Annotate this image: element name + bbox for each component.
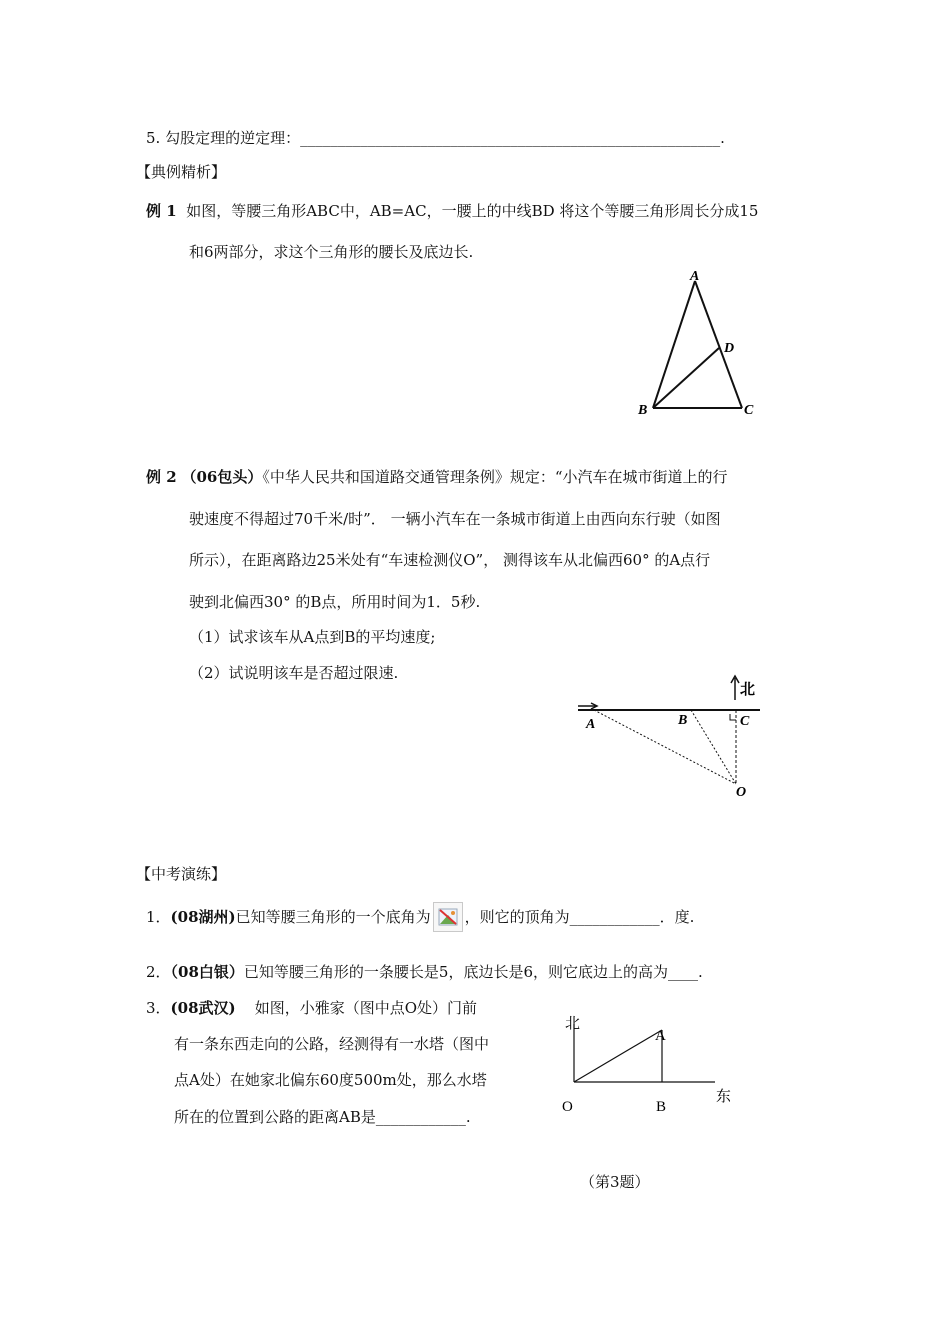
example-2-line-3: 所示），在距离路边25米处有“车速检测仪O”， 测得该车从北偏西60° 的A点行 bbox=[189, 551, 711, 569]
problem-2-source: （08白银） bbox=[170, 963, 244, 981]
problem-3-source: (08武汉) bbox=[170, 999, 236, 1017]
segment-ac bbox=[695, 281, 742, 408]
section-heading-examples: 【典例精析】 bbox=[136, 163, 227, 181]
segment-oa bbox=[574, 1030, 662, 1082]
problem-3-blank: ____________ bbox=[375, 1108, 466, 1126]
example-1-line-1 bbox=[146, 201, 758, 221]
problem-1-text-pre: 已知等腰三角形的一个底角为 bbox=[235, 908, 431, 926]
problem-2-end: . bbox=[698, 963, 703, 981]
item-5-end: . bbox=[720, 129, 725, 147]
point-b-label: B bbox=[678, 713, 688, 728]
item-5-text: 5. 勾股定理的逆定理： bbox=[146, 129, 301, 147]
point-b-label: B bbox=[638, 403, 648, 418]
item-5-blank: ________________________________________________________ bbox=[300, 129, 721, 147]
figure-1-triangle bbox=[630, 268, 770, 428]
example-1-label: 例 1 bbox=[146, 202, 177, 220]
problem-1-blank: ____________ bbox=[569, 908, 660, 926]
example-2-line-2: 驶速度不得超过70千米/时”． 一辆小汽车在一条城市街道上由西向东行驶（如图 bbox=[189, 510, 721, 528]
problem-1-source: (08湖州) bbox=[170, 908, 236, 926]
problem-3-line-4 bbox=[174, 1107, 471, 1127]
problem-3-line-2: 有一条东西走向的公路，经测得有一水塔（图中 bbox=[174, 1035, 490, 1053]
example-2-question-1: （1）试求该车从A点到B的平均速度; bbox=[189, 628, 436, 646]
east-label: 东 bbox=[716, 1089, 732, 1105]
example-2-line-1 bbox=[146, 467, 728, 487]
point-a-label: A bbox=[655, 1028, 666, 1044]
point-o-label: O bbox=[562, 1099, 573, 1115]
point-o-label: O bbox=[736, 785, 747, 800]
problem-2-number: 2． bbox=[146, 963, 171, 981]
problem-1-number: 1． bbox=[146, 908, 171, 926]
item-5 bbox=[146, 128, 725, 148]
broken-image-icon bbox=[433, 902, 463, 932]
example-1-line-2: 和6两部分，求这个三角形的腰长及底边长. bbox=[189, 243, 474, 261]
north-label: 北 bbox=[565, 1016, 581, 1032]
point-a-label: A bbox=[586, 717, 596, 732]
problem-3-line-3: 点A处）在她家北偏东60度500m处，那么水塔 bbox=[174, 1071, 487, 1089]
figure-2-road bbox=[570, 672, 770, 807]
problem-2-blank: ____ bbox=[668, 963, 699, 981]
example-2-text-1: 《中华人民共和国道路交通管理条例》规定：“小汽车在城市街道上的行 bbox=[262, 468, 728, 486]
example-2-label: 例 2 bbox=[146, 468, 177, 486]
problem-1-text-post: ，则它的顶角为 bbox=[464, 908, 570, 926]
figure-3-caption: （第3题） bbox=[580, 1173, 650, 1191]
example-1-text-1: 如图，等腰三角形ABC中，AB=AC，一腰上的中线BD 将这个等腰三角形周长分成15 bbox=[186, 202, 759, 220]
point-b-label: B bbox=[656, 1099, 667, 1115]
right-angle-mark bbox=[730, 714, 736, 720]
section-heading-exam-practice: 【中考演练】 bbox=[136, 865, 227, 883]
figure-3-water-tower bbox=[555, 1010, 745, 1120]
segment-oa bbox=[594, 710, 736, 784]
problem-2 bbox=[146, 962, 703, 982]
problem-1-end: ．度. bbox=[659, 908, 695, 926]
problem-3-text-1: 如图，小雅家（图中点O处）门前 bbox=[254, 999, 478, 1017]
problem-1 bbox=[146, 902, 694, 932]
point-c-label: C bbox=[740, 714, 750, 729]
point-c-label: C bbox=[744, 403, 754, 418]
problem-2-text: 已知等腰三角形的一条腰长是5，底边长是6，则它底边上的高为 bbox=[243, 963, 669, 981]
example-2-line-4: 驶到北偏西30° 的B点，所用时间为1．5秒. bbox=[189, 593, 481, 611]
north-label: 北 bbox=[740, 682, 756, 698]
segment-ob bbox=[691, 710, 736, 784]
example-2-source: （06包头） bbox=[181, 468, 263, 486]
example-2-question-2: （2）试说明该车是否超过限速. bbox=[189, 664, 399, 682]
point-d-label: D bbox=[724, 341, 735, 356]
problem-3-line-1 bbox=[146, 998, 477, 1018]
problem-3-number: 3． bbox=[146, 999, 171, 1017]
point-a-label: A bbox=[690, 269, 700, 284]
problem-3-text-4: 所在的位置到公路的距离AB是 bbox=[174, 1108, 376, 1126]
problem-3-end: . bbox=[465, 1108, 471, 1126]
